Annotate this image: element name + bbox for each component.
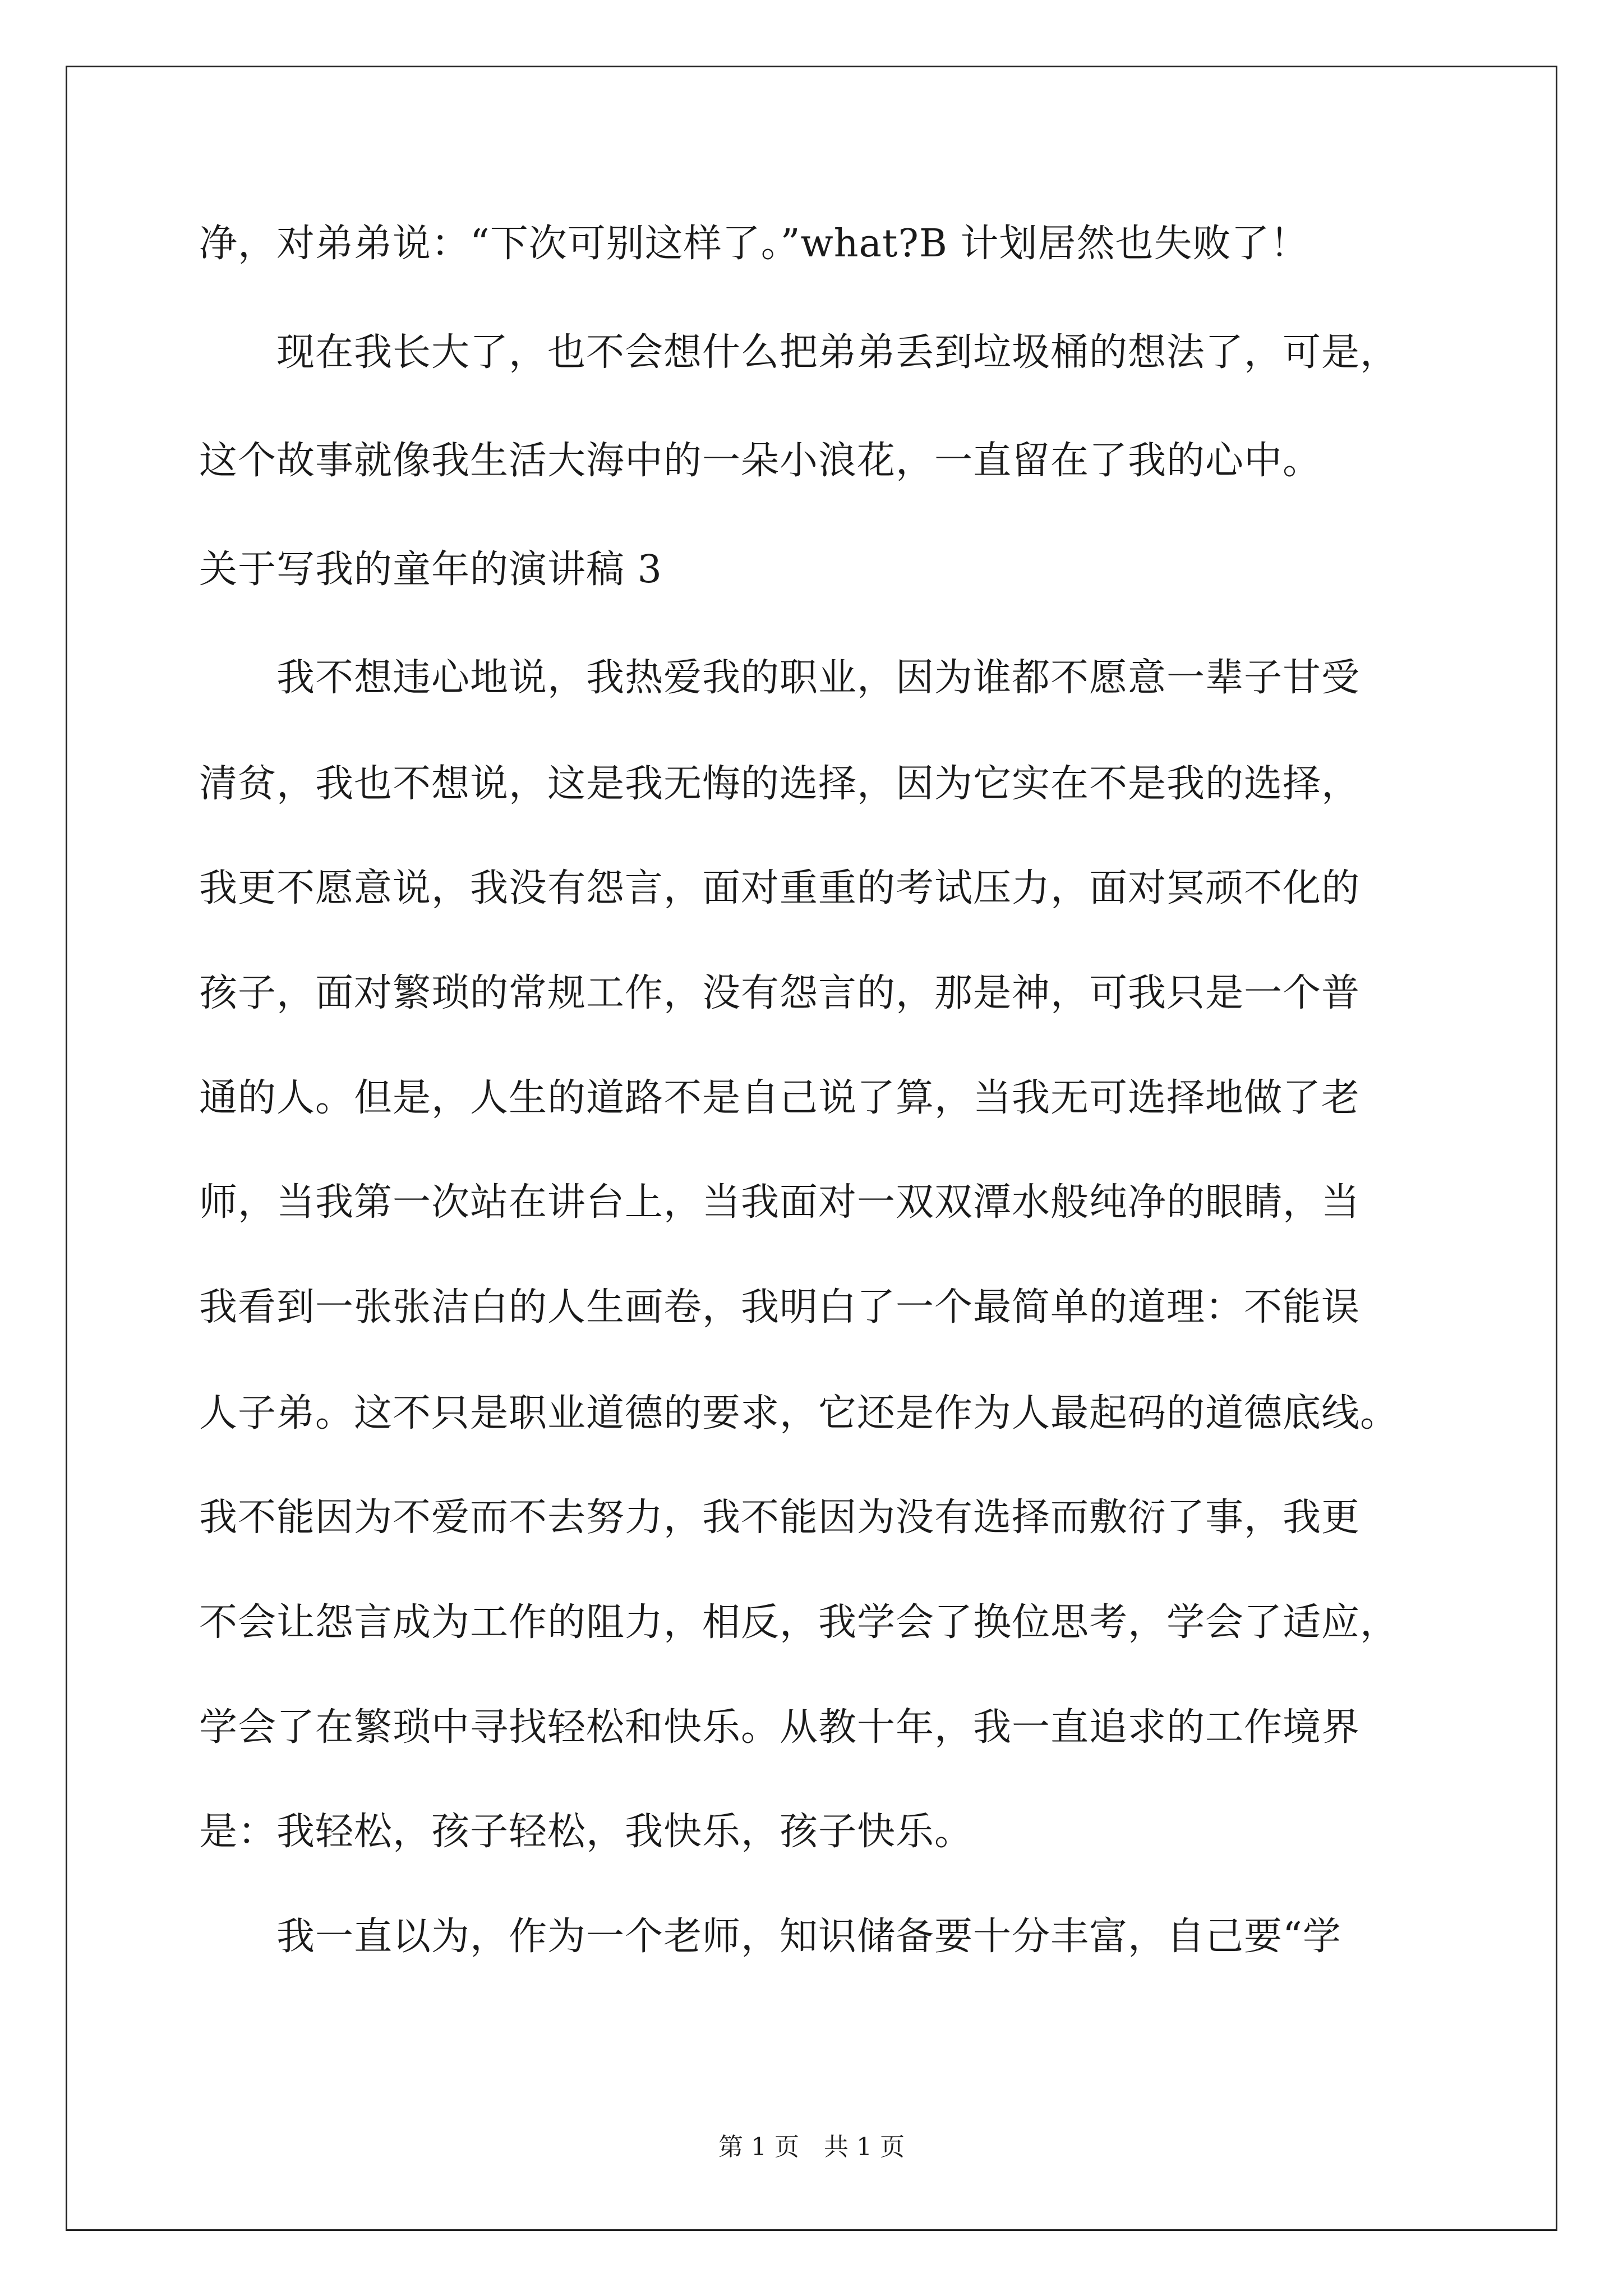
text-line: 我不能因为不爱而不去努力，我不能因为没有选择而敷衍了事，我更 bbox=[199, 1496, 1361, 1540]
text-line: 是：我轻松，孩子轻松，我快乐，孩子快乐。 bbox=[199, 1810, 974, 1854]
text-line: 师，当我第一次站在讲台上，当我面对一双双潭水般纯净的眼睛，当 bbox=[199, 1180, 1361, 1225]
text-line: 清贫，我也不想说，这是我无悔的选择，因为它实在不是我的选择， bbox=[199, 762, 1361, 806]
text-line: 不会让怨言成为工作的阻力，相反，我学会了换位思考，学会了适应， bbox=[199, 1600, 1399, 1645]
text-line: 这个故事就像我生活大海中的一朵小浪花，一直留在了我的心中。 bbox=[199, 439, 1322, 483]
text-line: 现在我长大了，也不会想什么把弟弟丢到垃圾桶的想法了，可是， bbox=[199, 330, 1399, 375]
text-line: 我不想违心地说，我热爱我的职业，因为谁都不愿意一辈子甘受 bbox=[199, 656, 1361, 700]
text-line: 通的人。但是，人生的道路不是自己说了算，当我无可选择地做了老 bbox=[199, 1076, 1361, 1120]
page-footer: 第 1 页 共 1 页 bbox=[718, 2133, 905, 2161]
page-border bbox=[66, 66, 1557, 2231]
text-line: 人子弟。这不只是职业道德的要求，它还是作为人最起码的道德底线。 bbox=[199, 1391, 1399, 1435]
text-line: 我一直以为，作为一个老师，知识储备要十分丰富，自己要“学 bbox=[199, 1915, 1341, 1959]
text-line: 净，对弟弟说：“下次可别这样了。”what?B 计划居然也失败了！ bbox=[199, 222, 1309, 266]
text-line: 我更不愿意说，我没有怨言，面对重重的考试压力，面对冥顽不化的 bbox=[199, 866, 1361, 910]
text-line: 学会了在繁琐中寻找轻松和快乐。从教十年，我一直追求的工作境界 bbox=[199, 1705, 1361, 1750]
section-heading: 关于写我的童年的演讲稿 3 bbox=[199, 547, 662, 592]
text-line: 孩子，面对繁琐的常规工作，没有怨言的，那是神，可我只是一个普 bbox=[199, 971, 1361, 1015]
text-line: 我看到一张张洁白的人生画卷，我明白了一个最简单的道理：不能误 bbox=[199, 1285, 1361, 1329]
